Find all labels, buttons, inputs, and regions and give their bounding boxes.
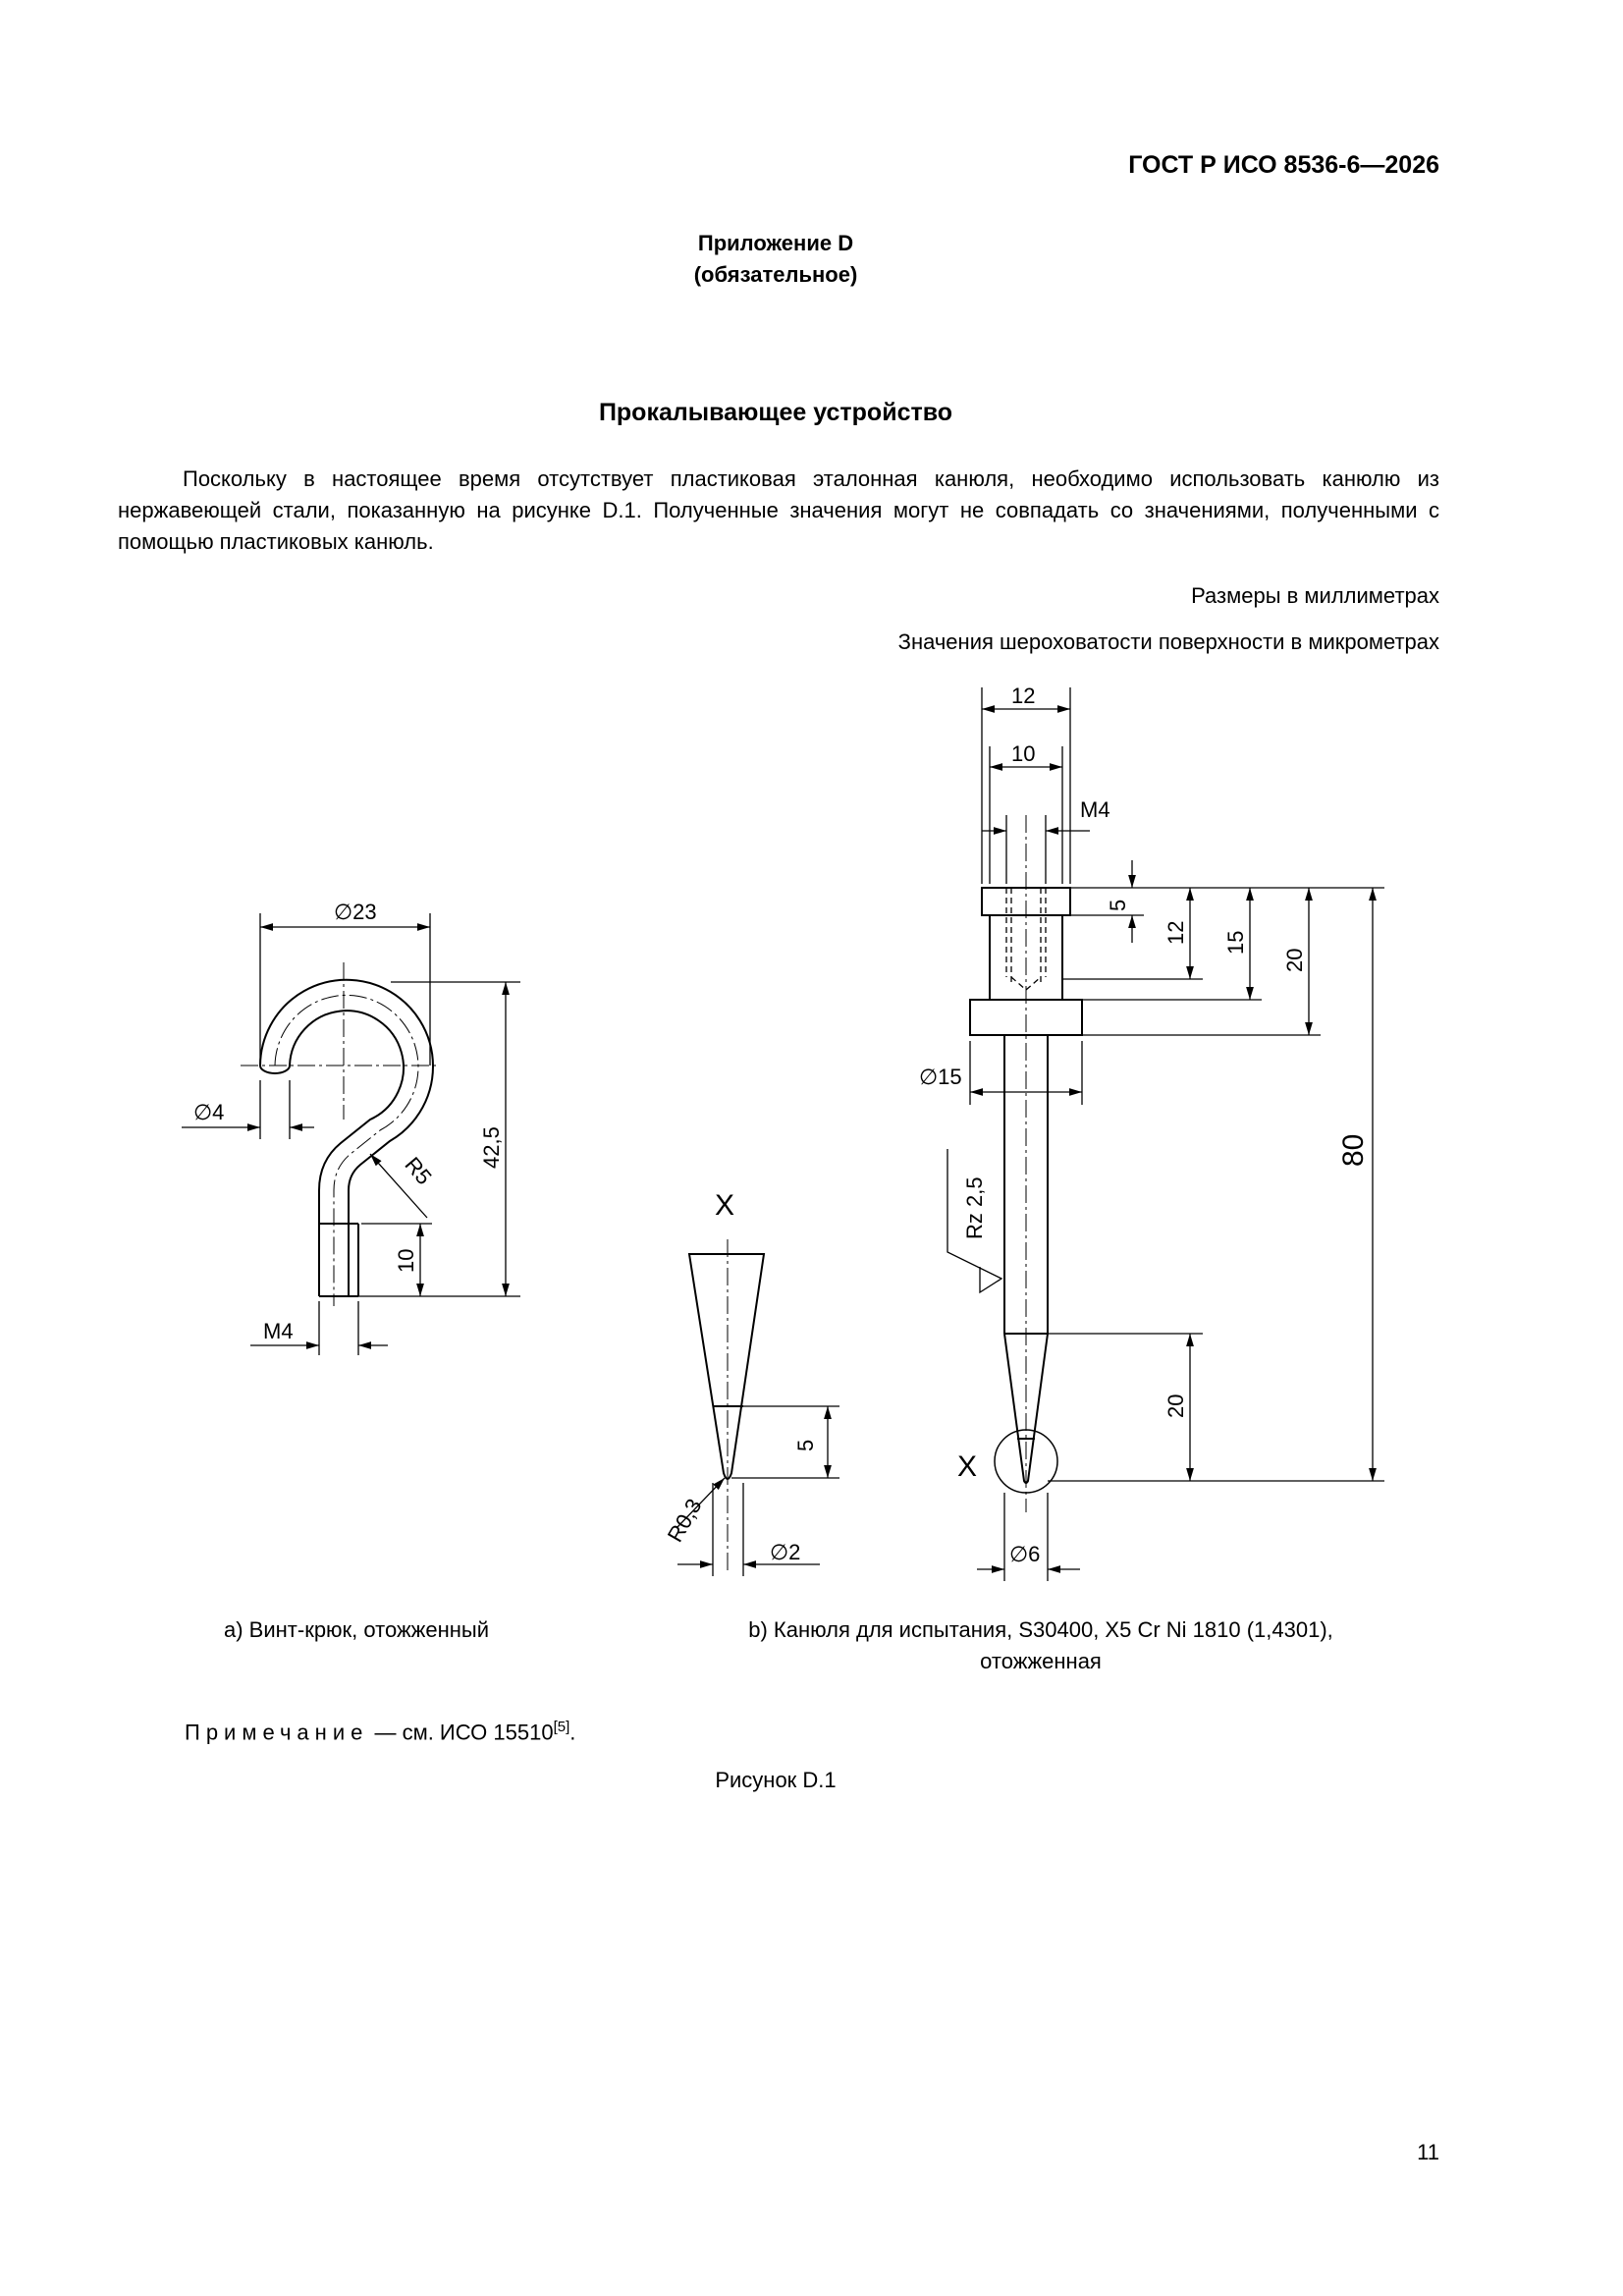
hook-dim-wire: ∅4 — [193, 1100, 225, 1124]
cannula-dim-10: 10 — [1011, 741, 1036, 766]
section-title: Прокалывающее устройство — [598, 399, 953, 426]
hook-drawing — [182, 900, 520, 1355]
cannula-dim-12v: 12 — [1163, 920, 1188, 945]
annex-title: Приложение D — [697, 231, 854, 255]
note-text: — см. ИСО 15510 — [374, 1720, 554, 1745]
hook-inner-contour — [290, 1011, 404, 1296]
hook-dim-diameter: ∅23 — [334, 900, 377, 924]
cannula-dim-80: 80 — [1337, 1133, 1370, 1167]
detail-x-cone — [689, 1254, 764, 1479]
figure-title: Рисунок D.1 — [715, 1768, 837, 1792]
cannula-dim-15: 15 — [1223, 930, 1248, 955]
detail-x-dim-radius: R0,3 — [662, 1494, 707, 1547]
standard-code: ГОСТ Р ИСО 8536-6—2026 — [1128, 151, 1439, 179]
figure-note — [185, 1719, 575, 1745]
cannula-dim-roughness: Rz 2,5 — [962, 1176, 987, 1239]
note-end: . — [569, 1720, 576, 1745]
cannula-dim-tip20: 20 — [1163, 1394, 1188, 1418]
hook-tip — [260, 1066, 290, 1073]
hook-dim-height: 42,5 — [479, 1126, 504, 1169]
detail-x-dim-len: 5 — [793, 1439, 818, 1451]
units-roughness: Значения шероховатости поверхности в микрометрах — [897, 629, 1439, 654]
body-paragraph: Поскольку в настоящее время отсутствует пластиковая эталонная канюля, необходимо использовать канюлю из нержавеющей стали, показанную на рисунке D.1. Полученные значения могут не совпадать со значениями, полученными с помощью пластиковых канюль. — [118, 466, 1439, 554]
units-dimensions: Размеры в миллиметрах — [1191, 583, 1439, 608]
detail-x-label: X — [715, 1189, 735, 1222]
hook-dim-thread: M4 — [263, 1319, 294, 1343]
caption-b-line1: b) Канюля для испытания, S30400, X5 Cr Ni 1810 (1,4301), — [748, 1617, 1333, 1642]
hook-dim-radius: R5 — [400, 1152, 437, 1190]
caption-a: a) Винт-крюк, отожженный — [224, 1617, 490, 1642]
hook-dim-thread-len: 10 — [394, 1248, 418, 1273]
cannula-dim-12: 12 — [1011, 683, 1036, 708]
detail-x-drawing — [663, 1189, 839, 1576]
annex-status: (обязательное) — [693, 262, 858, 287]
detail-x-dim-diameter: ∅2 — [770, 1540, 801, 1564]
cannula-dim-20: 20 — [1282, 948, 1307, 972]
cannula-dim-d15: ∅15 — [919, 1065, 962, 1089]
cannula-dim-m4: M4 — [1080, 797, 1110, 822]
caption-b — [589, 1614, 1492, 1677]
cannula-dim-d6: ∅6 — [1009, 1542, 1041, 1566]
cannula-drawing — [919, 683, 1384, 1581]
note-label: Примечание — [185, 1720, 369, 1745]
cannula-detail-label: X — [957, 1450, 978, 1483]
note-ref: [5] — [553, 1719, 570, 1735]
caption-b-line2: отожженная — [980, 1649, 1102, 1673]
cannula-dim-5: 5 — [1106, 899, 1130, 911]
page-number: 11 — [1417, 2140, 1439, 2164]
